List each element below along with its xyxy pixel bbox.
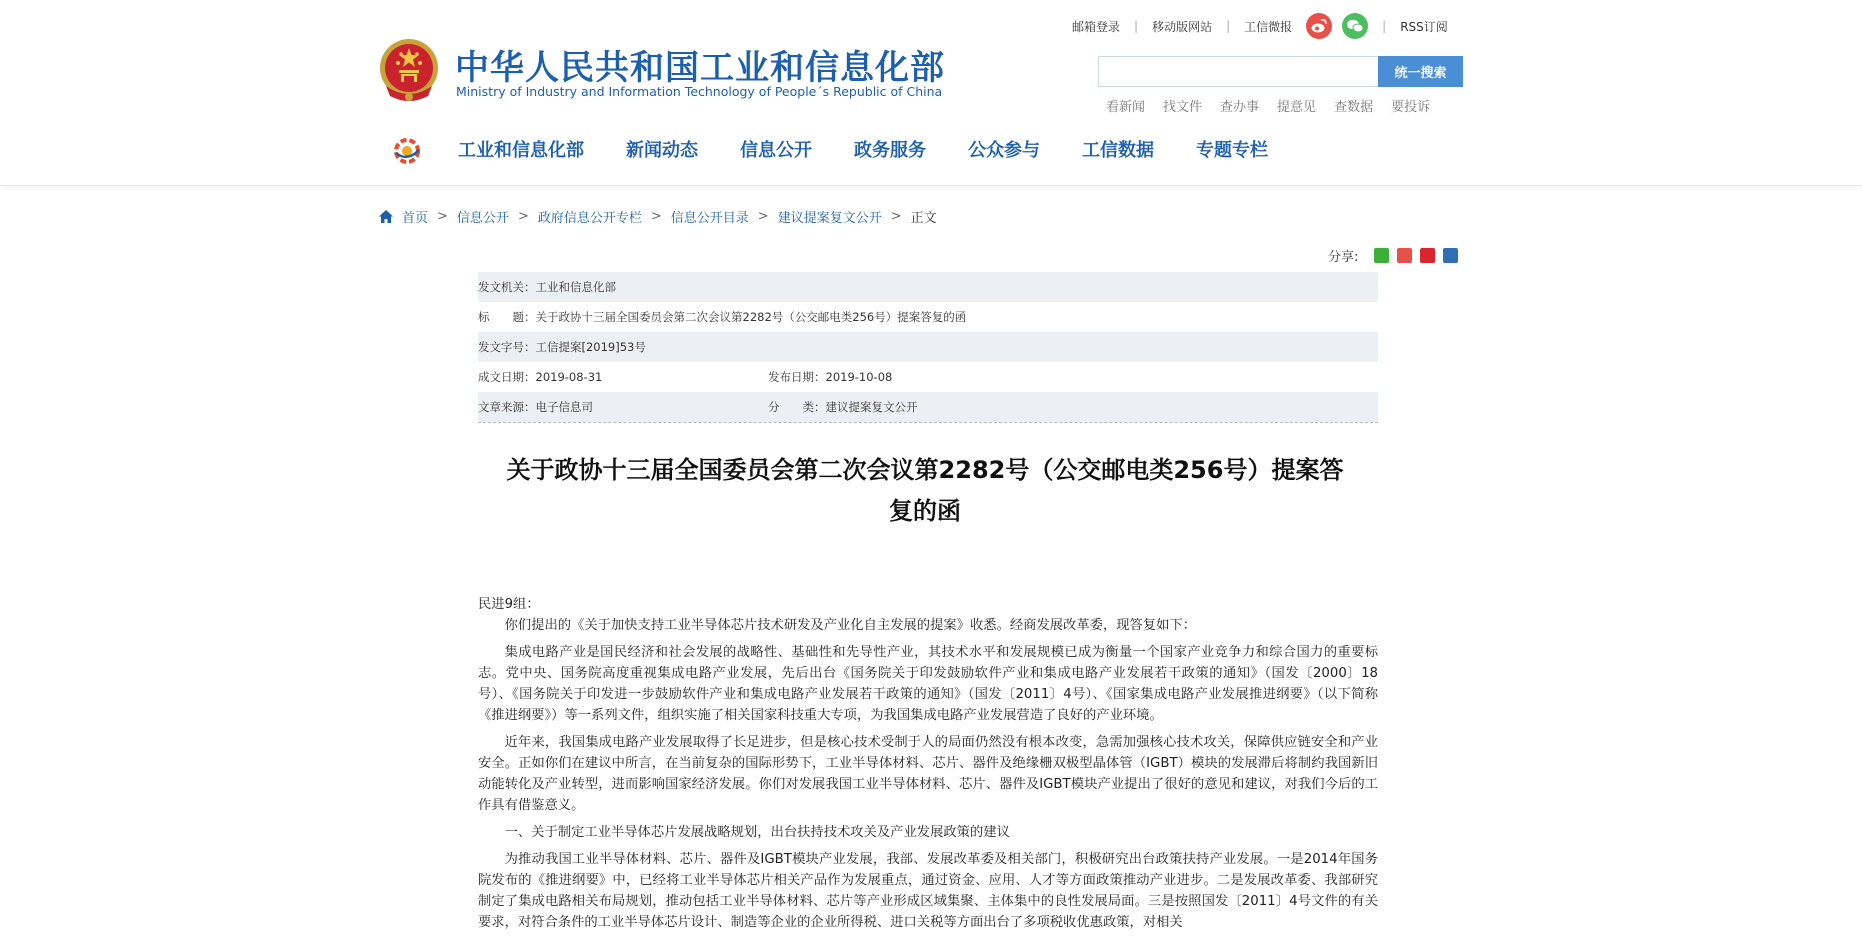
quick-links (1106, 96, 1448, 115)
meta-row (478, 272, 1378, 302)
mail-login-link[interactable]: 邮箱登录 (1072, 19, 1121, 34)
meta-row (478, 302, 1378, 332)
site-title-en: Ministry of Industry and Information Technology of People´s Republic of China (456, 84, 943, 99)
article-paragraph: 为推动我国工业半导体材料、芯片、器件及IGBT模块产业发展，我部、发展改革委及相关部门，积极研究出台政策扶持产业发展。一是2014年国务院发布的《推进纲要》中，已经将工业半导体芯片相关产品作为发展重点，通过资金、应用、人才等方面政策推动产业进步。二是发展改革委、我部研究制定了集成电路相关布局规划，推动包括工业半导体材料、芯片等产业形成区域集聚、主体集中的良性发展局面。三是按照国发〔2011〕4号文件的有关要求，对符合条件的工业半导体芯片设计、制造等企业的企业所得税、进口关税等方面出台了多项税收优惠政策，对相关 (478, 852, 1378, 930)
breadcrumb-current: 正文 (910, 211, 937, 226)
main-nav (458, 136, 1310, 166)
nav-item-disclosure[interactable]: 信息公开 (740, 140, 812, 161)
document-meta-table (478, 272, 1378, 423)
chevron-right-icon: > (517, 209, 529, 224)
article-paragraph: 集成电路产业是国民经济和社会发展的战略性、基础性和先导性产业，其技术水平和发展规模已成为衡量一个国家产业竞争力和综合国力的重要标志。党中央、国务院高度重视集成电路产业发展，先后出台《国务院关于印发鼓励软件产业和集成电路产业发展若干政策的通知》（国发〔2000〕18号）、《国务院关于印发进一步鼓励软件产业和集成电路产业发展若干政策的通知》（国发〔2011〕4号）、《国家集成电路产业发展推进纲要》（以下简称《推进纲要》）等一系列文件，组织实施了相关国家科技重大专项，为我国集成电路产业发展营造了良好的产业环境。 (478, 645, 1378, 723)
meta-row (478, 332, 1378, 362)
breadcrumb-gov-disclosure[interactable]: 政府信息公开专栏 (537, 211, 642, 226)
meta-published-date: 发布日期：2019-10-08 (768, 370, 893, 384)
nav-item-services[interactable]: 政务服务 (854, 140, 926, 161)
quick-link-news[interactable]: 看新闻 (1106, 100, 1146, 115)
chevron-right-icon: > (890, 209, 902, 224)
share-weibo-icon[interactable] (1397, 248, 1412, 263)
article-salutation: 民进9组： (478, 597, 540, 612)
meta-created-date: 成文日期：2019-08-31 (478, 370, 603, 384)
ministry-logo-icon[interactable] (392, 136, 422, 166)
breadcrumb-catalog[interactable]: 信息公开目录 (670, 211, 749, 226)
breadcrumb-proposals[interactable]: 建议提案复文公开 (777, 211, 882, 226)
mobile-site-link[interactable]: 移动版网站 (1152, 19, 1213, 34)
search-button[interactable]: 统一搜索 (1378, 56, 1463, 87)
article-paragraph: 一、关于制定工业半导体芯片发展战略规划，出台扶持技术攻关及产业发展政策的建议 (504, 825, 1010, 840)
meta-doc-no: 发文字号：工信提案[2019]53号 (478, 340, 646, 354)
share-qq-icon[interactable] (1443, 248, 1458, 263)
quick-link-services[interactable]: 查办事 (1220, 100, 1260, 115)
breadcrumb (378, 207, 937, 226)
chevron-right-icon: > (650, 209, 662, 224)
quick-link-complaint[interactable]: 要投诉 (1391, 100, 1431, 115)
article-paragraph: 你们提出的《关于加快支持工业半导体芯片技术研发及产业化自主发展的提案》收悉。经商发展改革委，现答复如下： (504, 618, 1197, 633)
meta-row (478, 362, 1378, 392)
rss-subscribe-link[interactable]: RSS订阅 (1400, 19, 1448, 34)
meta-category: 分 类：建议提案复文公开 (768, 400, 918, 414)
quick-link-feedback[interactable]: 提意见 (1277, 100, 1317, 115)
share-label: 分享: (1328, 250, 1359, 265)
chevron-right-icon: > (437, 209, 448, 224)
weibo-icon[interactable] (1306, 13, 1332, 39)
nav-item-special[interactable]: 专题专栏 (1196, 140, 1268, 161)
nav-item-ministry[interactable]: 工业和信息化部 (458, 140, 584, 161)
divider (478, 422, 1378, 423)
nav-item-data[interactable]: 工信数据 (1082, 140, 1154, 161)
nav-item-participation[interactable]: 公众参与 (968, 140, 1040, 161)
breadcrumb-home[interactable]: 首页 (402, 211, 429, 226)
wechat-icon[interactable] (1342, 13, 1368, 39)
search-input[interactable] (1098, 56, 1378, 87)
divider: | (1226, 19, 1231, 33)
breadcrumb-disclosure[interactable]: 信息公开 (456, 211, 509, 226)
top-links-bar (1072, 14, 1448, 38)
meta-issuer: 发文机关：工业和信息化部 (478, 280, 616, 294)
site-title-cn[interactable]: 中华人民共和国工业和信息化部 (455, 48, 945, 88)
article-title: 关于政协十三届全国委员会第二次会议第2282号（公交邮电类256号）提案答复的函 (506, 456, 1344, 525)
quick-link-data[interactable]: 查数据 (1334, 100, 1374, 115)
national-emblem-icon (378, 36, 440, 104)
meta-title: 标 题：关于政协十三届全国委员会第二次会议第2282号（公交邮电类256号）提案答复的函 (478, 310, 967, 324)
divider: | (1134, 19, 1139, 33)
article-paragraph: 近年来，我国集成电路产业发展取得了长足进步，但是核心技术受制于人的局面仍然没有根本改变，急需加强核心技术攻关，保障供应链安全和产业安全。正如你们在建议中所言，在当前复杂的国际形势下，工业半导体材料、芯片、器件及绝缘栅双极型晶体管（IGBT）模块的发展滞后将制约我国新旧动能转化及产业转型，进而影响国家经济发展。你们对发展我国工业半导体材料、芯片、器件及IGBT模块产业提出了很好的意见和建议，对我们今后的工作具有借鉴意义。 (478, 735, 1378, 813)
site-header (0, 0, 1862, 186)
gongxin-weibao-link[interactable]: 工信微报 (1244, 19, 1293, 34)
share-pdf-icon[interactable] (1420, 248, 1435, 263)
article-body (478, 594, 1378, 939)
chevron-right-icon: > (757, 209, 769, 224)
quick-link-files[interactable]: 找文件 (1163, 100, 1203, 115)
share-wechat-icon[interactable] (1374, 248, 1389, 263)
home-icon[interactable] (378, 209, 394, 224)
nav-item-news[interactable]: 新闻动态 (626, 140, 698, 161)
share-bar (1328, 246, 1458, 265)
meta-row (478, 392, 1378, 422)
divider: | (1382, 19, 1387, 33)
meta-source: 文章来源：电子信息司 (478, 400, 593, 414)
